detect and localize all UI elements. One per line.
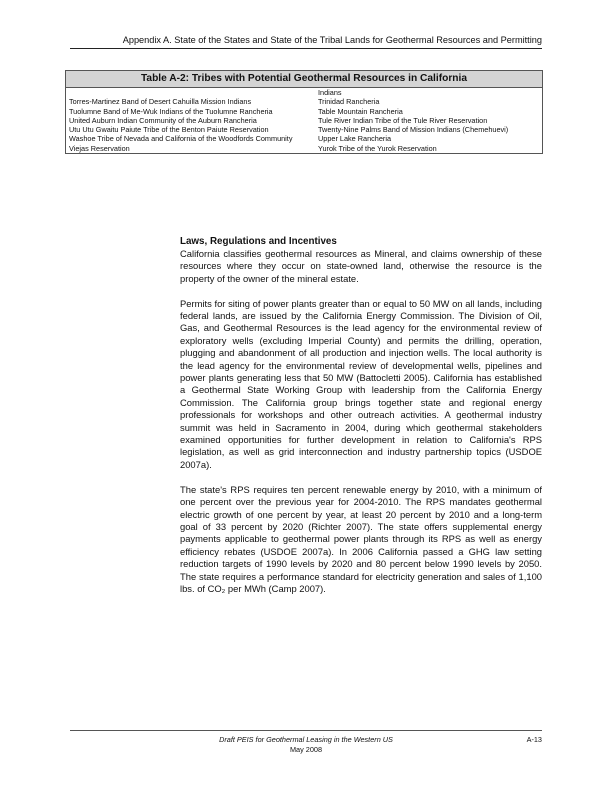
table-row <box>66 116 543 125</box>
section-heading: Laws, Regulations and Incentives <box>180 236 337 247</box>
footer-document-title: Draft PEIS for Geothermal Leasing in the Western US <box>219 735 393 744</box>
table-cell: Trinidad Rancheria <box>318 97 380 107</box>
paragraph: Permits for siting of power plants greater than or equal to 50 MW on all lands, including federal lands, are issued by the California Energy Commission. The Division of Oil, Gas, and Geothermal Resources is the lead agency for the environmental review of exploratory wells (excluding Imperial County) and permits the drilling, operation, plugging and abandonment of all production and injection wells. The local authority is the lead agency for the environmental review of developmental wells, pipelines and power plants generating less that 50 MW (Battocletti 2005). California has established a Geothermal State Working Group with leadership from the California Energy Commission. The California group brings together state and regional energy professionals for workshops and other outreach activities. A geothermal industry summit was held in Sacramento in 2004, during which geothermal stakeholders examined opportunities for further development in relation to California's RPS legislation, as well as grid interconnection and industry partnership topics (USDOE 2007a). <box>180 297 542 470</box>
table-row <box>66 125 543 134</box>
table-cell: Twenty-Nine Palms Band of Mission Indians (Chemehuevi) <box>318 125 509 135</box>
table-cell <box>66 88 311 98</box>
table-row <box>66 88 543 98</box>
paragraph: The state's RPS requires ten percent renewable energy by 2010, with a minimum of one percent over the previous year for 2004-2010. The RPS mandates geothermal electric growth of one percent by year, at least 20 percent by 2010 and a long-term goal of 33 percent by 2020 (Richter 2007). The state offers supplemental energy payments applicable to geothermal power plants through its RPS as well as energy efficiency rebates (USDOE 2007a). In 2006 California passed a GHG law setting reduction targets of 1990 levels by 2020 and 80 percent below 1990 levels by 2050. The state requires a performance standard for electricity generation and sales of 1,100 lbs. of CO₂ per MWh (Camp 2007). <box>180 483 542 594</box>
table-title: Table A-2: Tribes with Potential Geothermal Resources in California <box>66 71 543 88</box>
table-cell: Yurok Tribe of the Yurok Reservation <box>318 143 437 153</box>
footer-date: May 2008 <box>289 745 323 754</box>
table-cell: Washoe Tribe of Nevada and California of the Woodfords Community <box>69 134 293 144</box>
table-cell: Viejas Reservation <box>69 143 130 153</box>
header-rule <box>70 48 542 49</box>
table-cell: Indians <box>318 88 342 97</box>
table-row <box>66 134 543 143</box>
table-cell: Tuolumne Band of Me-Wuk Indians of the Tuolumne Rancheria <box>69 106 273 116</box>
paragraph: California classifies geothermal resources as Mineral, and claims ownership of these resources where they occur on state-owned land, otherwise the resource is the property of the owner of the mineral estate. <box>180 248 542 284</box>
table-row <box>66 144 543 154</box>
tribes-table <box>65 70 543 154</box>
table-cell: Utu Utu Gwaitu Paiute Tribe of the Benton Paiute Reservation <box>69 125 269 135</box>
table-row <box>66 97 543 106</box>
table-cell: Table Mountain Rancheria <box>318 106 403 116</box>
main-content <box>180 235 542 608</box>
table-cell: Tule River Indian Tribe of the Tule River Reservation <box>318 115 488 125</box>
page-number: A-13 <box>526 735 542 744</box>
table-row <box>66 107 543 116</box>
table-cell: Torres-Martinez Band of Desert Cahuilla Mission Indians <box>69 97 252 107</box>
running-header: Appendix A. State of the States and State of the Tribal Lands for Geothermal Resources and Permitting <box>122 35 542 45</box>
footer-rule <box>70 730 542 731</box>
table-cell: Upper Lake Rancheria <box>318 134 392 144</box>
table-cell: United Auburn Indian Community of the Auburn Rancheria <box>69 115 257 125</box>
